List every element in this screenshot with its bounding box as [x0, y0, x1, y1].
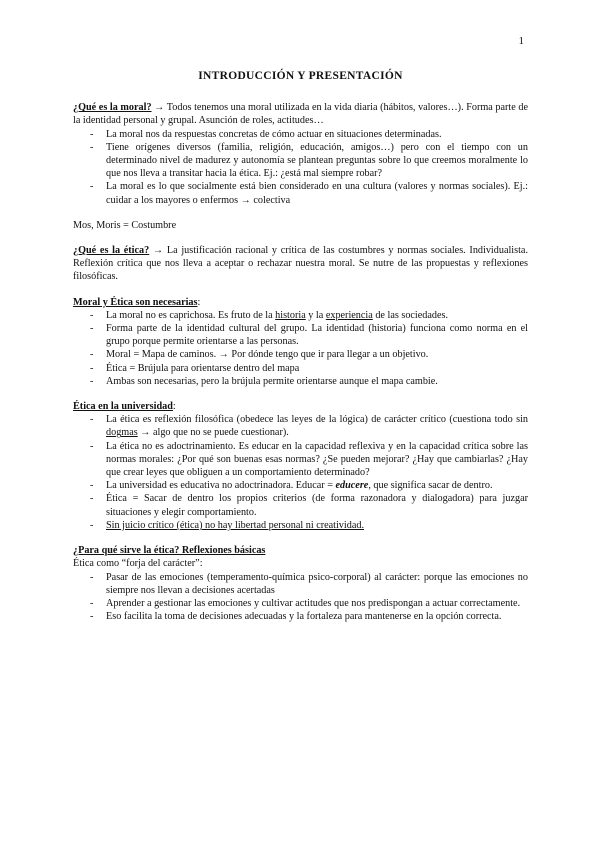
- list-item: - Tiene orígenes diversos (familia, religión, educación, amigos…) pero con el tiempo con un determinado nivel de madurez y autonomía se plantean preguntas sobre lo que creemos moralmente lo que nos lleva a transitar hacia la ética. Ej.: ¿está mal siempre robar?: [73, 141, 528, 181]
- page-number: 1: [518, 35, 524, 47]
- ethics-intro-text: → La justificación racional y crítica de las costumbres y normas sociales. Individualista. Reflexión crítica que nos lleva a aceptar o rechazar nuestra moral. Se nutre de las propuestas y reflexiones filosóficas.: [73, 245, 528, 283]
- university-list: [73, 413, 528, 532]
- document-title: INTRODUCCIÓN Y PRESENTACIÓN: [198, 70, 403, 82]
- underlined-term: dogmas: [106, 427, 138, 439]
- text-run: La moral no es caprichosa. Es fruto de la: [106, 309, 276, 321]
- list-item: [73, 519, 528, 532]
- moral-list: [73, 128, 528, 207]
- text-run: La universidad es educativa no adoctrinadora. Educar =: [106, 480, 336, 492]
- list-item: [73, 309, 528, 322]
- underlined-sentence: Sin juicio crítico (ética) no hay libertad personal ni creatividad.: [106, 519, 364, 531]
- purpose-heading: ¿Para qué sirve la ética? Reflexiones básicas: [73, 545, 266, 557]
- text-run: → algo que no se puede cuestionar).: [137, 427, 289, 439]
- list-item: - Eso facilita la toma de decisiones adecuadas y la fortaleza para mantenerse en la opción correcta.: [73, 610, 528, 623]
- etymology-line: Mos, Moris = Costumbre: [73, 219, 177, 231]
- moral-heading: ¿Qué es la moral?: [73, 102, 152, 114]
- university-heading-line: [73, 400, 528, 413]
- underlined-term: historia: [275, 309, 306, 321]
- purpose-list: [73, 571, 528, 624]
- list-item: [73, 479, 528, 492]
- heading-colon: :: [197, 296, 201, 308]
- emphasized-term: educere: [335, 480, 369, 492]
- moral-intro-text: → Todos tenemos una moral utilizada en la vida diaria (hábitos, valores…). Forma parte de la identidad personal y grupal. Asunción de roles, actitudes…: [73, 102, 528, 127]
- list-item: - Ambas son necesarias, pero la brújula permite orientarse aunque el mapa cambie.: [73, 375, 528, 388]
- text-run: de las sociedades.: [372, 309, 449, 321]
- moral-intro-paragraph: [73, 101, 528, 127]
- list-item: - La moral es lo que socialmente está bien considerado en una cultura (valores y normas sociales). Ej.: cuidar a los mayores o enfermos → colectiva: [73, 180, 528, 206]
- purpose-heading-line: [73, 544, 528, 557]
- purpose-subheading: Ética como “forja del carácter”:: [73, 558, 203, 570]
- university-heading: Ética en la universidad: [73, 401, 173, 413]
- document-body: [73, 70, 528, 623]
- list-item: [73, 413, 528, 439]
- heading-colon: :: [172, 401, 176, 413]
- necessary-list: [73, 309, 528, 388]
- necessary-heading: Moral y Ética son necesarias: [73, 296, 198, 308]
- text-run: , que significa sacar de dentro.: [368, 480, 493, 492]
- necessary-heading-line: [73, 296, 528, 309]
- text-run: y la: [305, 309, 326, 321]
- text-run: La ética es reflexión filosófica (obedece las leyes de la lógica) de carácter crítico (cuestiona todo sin: [106, 414, 528, 426]
- list-item: - Moral = Mapa de caminos. → Por dónde tengo que ir para llegar a un objetivo.: [73, 348, 528, 361]
- list-item: - Forma parte de la identidad cultural del grupo. La identidad (historia) funciona como norma en el grupo porque permite orientarse a las personas.: [73, 322, 528, 348]
- list-item: - Aprender a gestionar las emociones y cultivar actitudes que nos predispongan a actuar correctamente.: [73, 597, 528, 610]
- list-item: - Pasar de las emociones (temperamento-química psico-corporal) al carácter: porque las emociones no siempre nos llevan a decisiones acertadas: [73, 571, 528, 597]
- list-item: - Ética = Sacar de dentro los propios criterios (de forma razonadora y dialogadora) para juzgar situaciones y elegir comportamiento.: [73, 492, 528, 518]
- list-item: - La moral nos da respuestas concretas de cómo actuar en situaciones determinadas.: [73, 128, 528, 141]
- underlined-term: experiencia: [325, 309, 373, 321]
- list-item: - Ética = Brújula para orientarse dentro del mapa: [73, 362, 528, 375]
- ethics-intro-paragraph: [73, 244, 528, 284]
- ethics-heading: ¿Qué es la ética?: [73, 245, 150, 257]
- list-item: - La ética no es adoctrinamiento. Es educar en la capacidad reflexiva y en la capacidad crítica sobre las normas morales: ¿Por qué son buenas esas normas? ¿Se pueden mejorar? ¿Hay que cambiarlas? ¿Hay que crear leyes que obliguen a un comportamiento determinado?: [73, 440, 528, 480]
